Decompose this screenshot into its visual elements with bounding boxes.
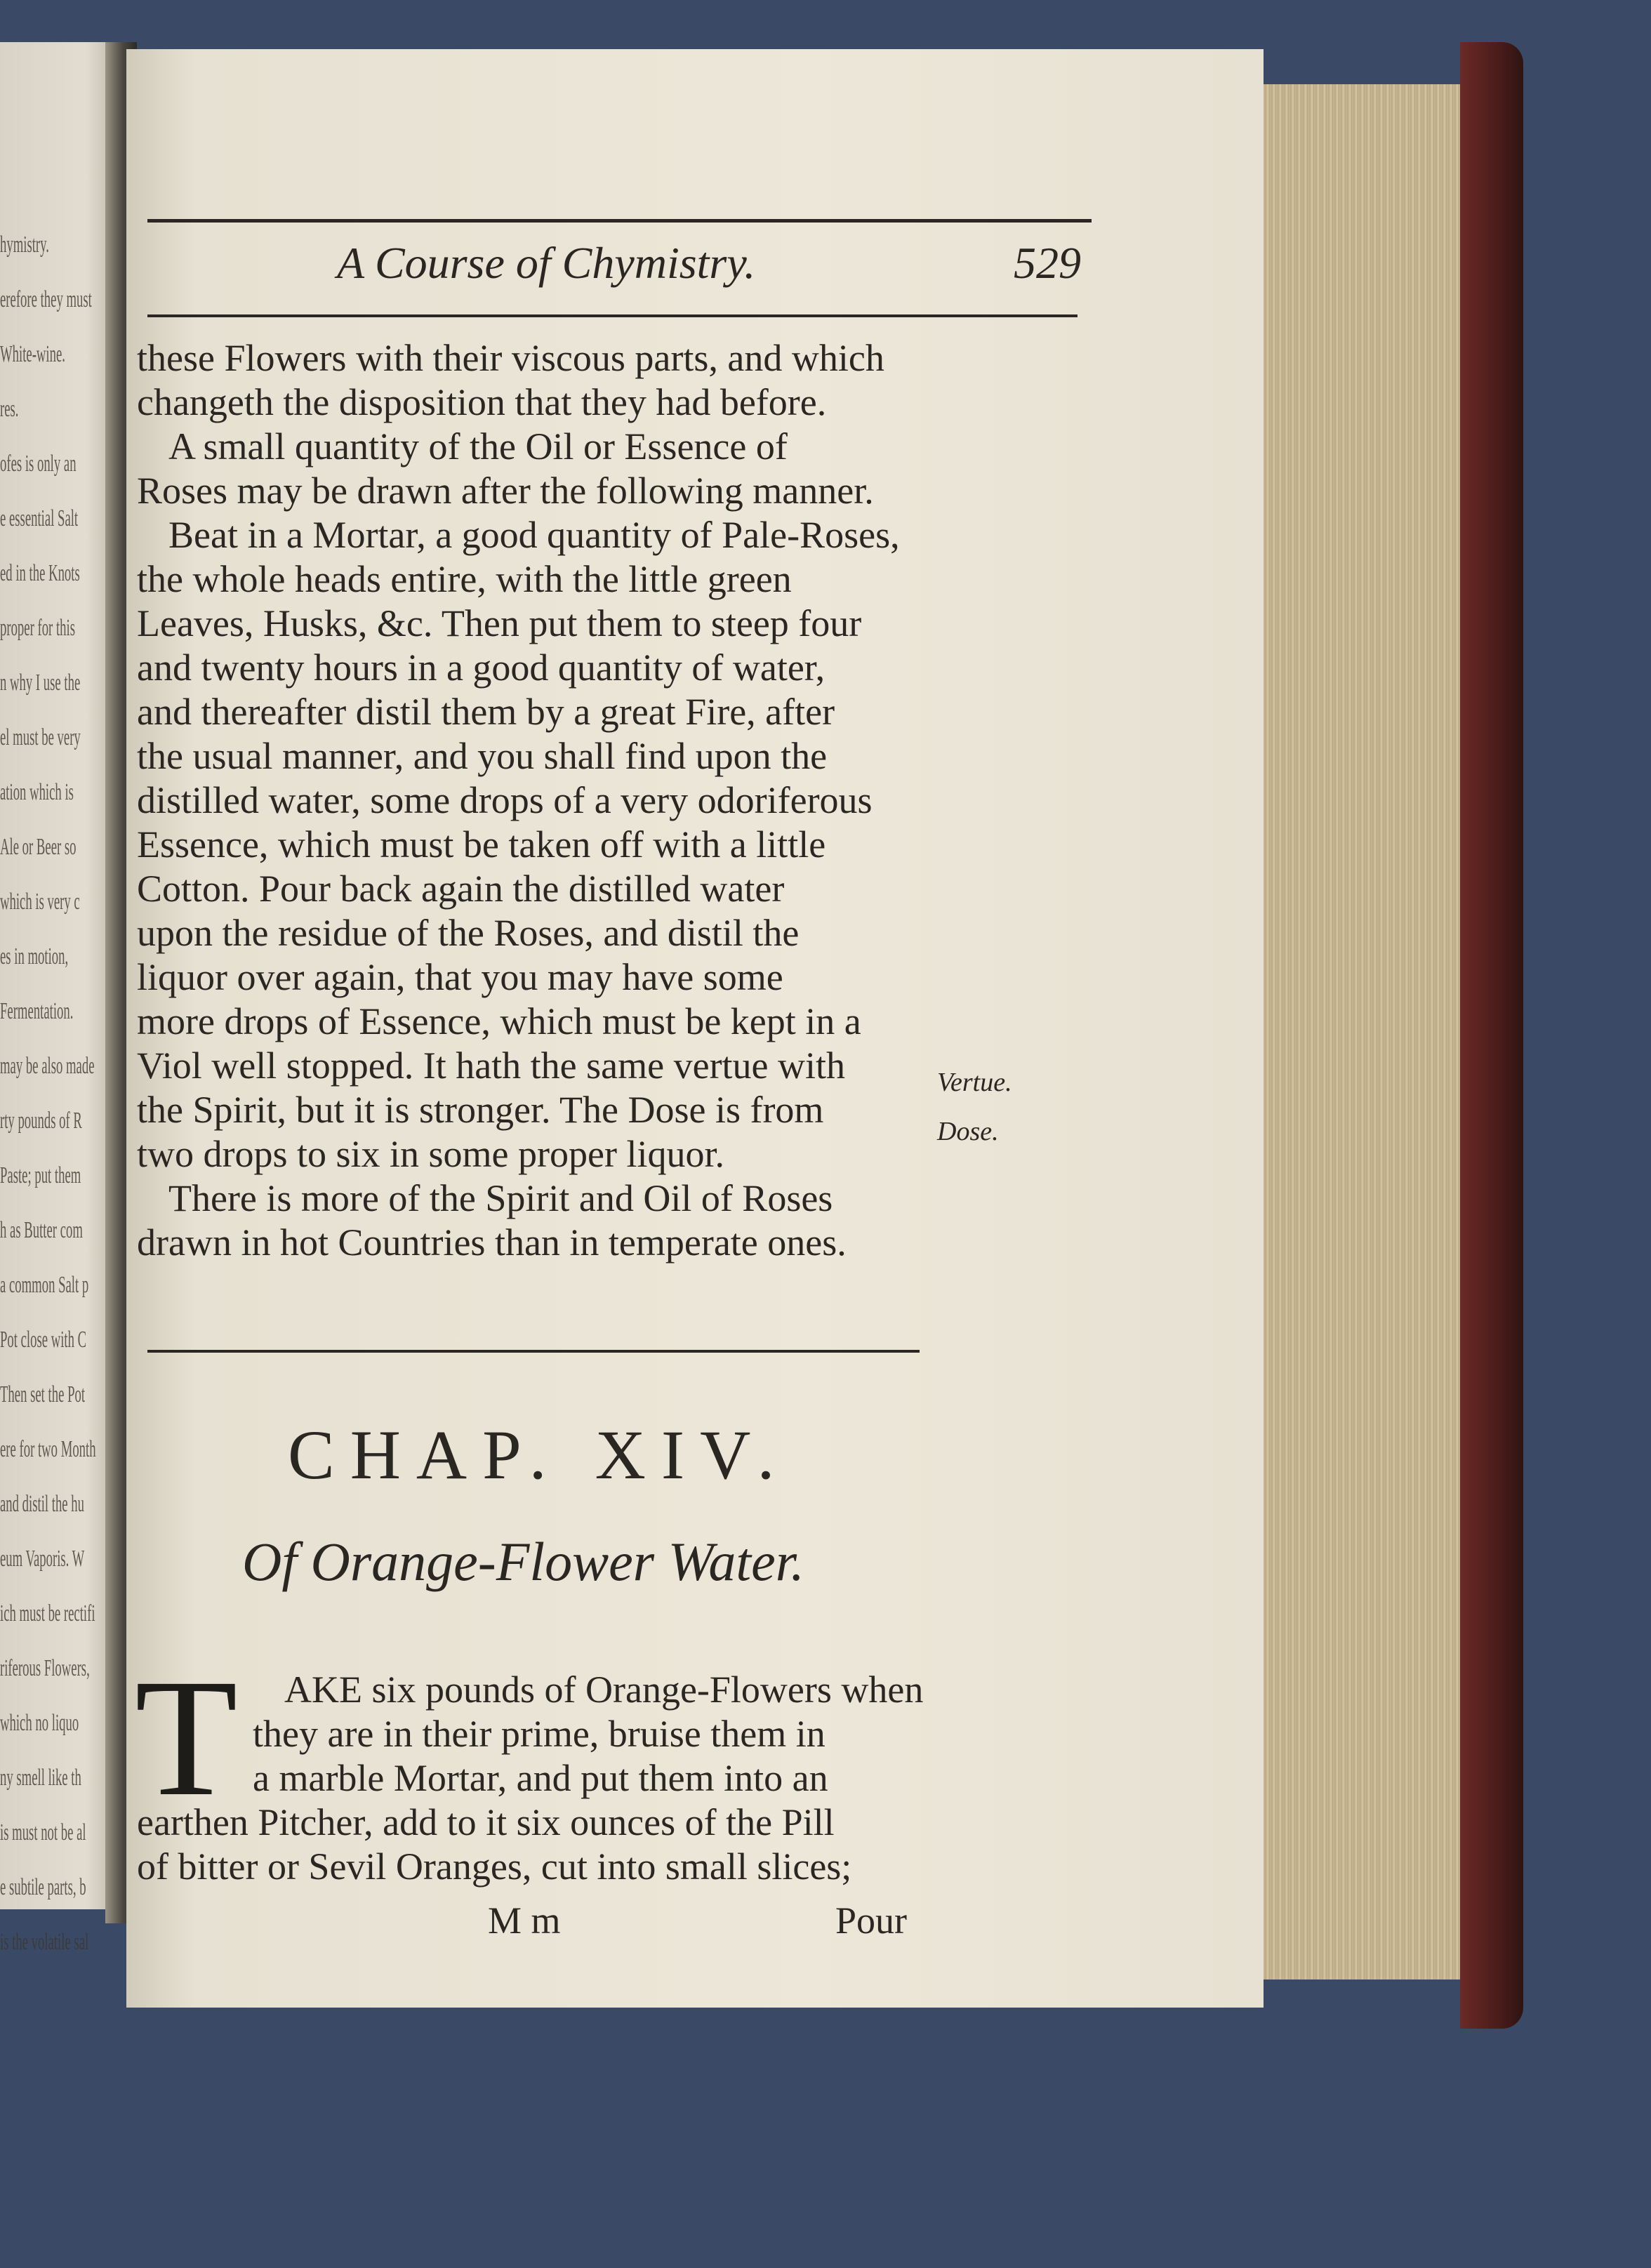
text-line: Viol well stopped. It hath the same vertue with bbox=[137, 1045, 846, 1087]
text-line: and thereafter distil them by a great Fire, after bbox=[137, 691, 835, 733]
left-page-fragment: n why I use the bbox=[0, 670, 81, 696]
chapter-rule bbox=[147, 1350, 920, 1353]
text-line: and twenty hours in a good quantity of water, bbox=[137, 646, 826, 689]
left-page-fragment: ere for two Month bbox=[0, 1436, 96, 1462]
page-number: 529 bbox=[1014, 238, 1081, 288]
text-line: Cotton. Pour back again the distilled water bbox=[137, 868, 785, 910]
left-page-text bbox=[0, 42, 123, 1955]
left-page-fragment: Fermentation. bbox=[0, 998, 74, 1024]
text-line: distilled water, some drops of a very odoriferous bbox=[137, 779, 873, 821]
left-page-fragment: ed in the Knots bbox=[0, 560, 80, 586]
text-line: two drops to six in some proper liquor. bbox=[137, 1133, 724, 1175]
left-page-fragment: h as Butter com bbox=[0, 1217, 83, 1243]
left-page-fragment: Paste; put them bbox=[0, 1162, 81, 1188]
left-page-fragment: ny smell like th bbox=[0, 1765, 81, 1791]
section-title: Of Orange-Flower Water. bbox=[242, 1531, 804, 1592]
margin-note-dose: Dose. bbox=[937, 1117, 999, 1146]
left-page-fragment: ofes is only an bbox=[0, 451, 77, 477]
text-line: drawn in hot Countries than in temperate ones. bbox=[137, 1221, 847, 1264]
drop-cap: T bbox=[135, 1644, 238, 1831]
left-page-fragment: el must be very bbox=[0, 724, 81, 750]
book-cover bbox=[1460, 42, 1523, 2029]
text-line: the Spirit, but it is stronger. The Dose is from bbox=[137, 1089, 824, 1131]
left-page bbox=[0, 42, 123, 1955]
text-line: Leaves, Husks, &c. Then put them to steep four bbox=[137, 602, 862, 644]
text-line: Beat in a Mortar, a good quantity of Pale-Roses, bbox=[168, 514, 900, 556]
text-line: A small quantity of the Oil or Essence of bbox=[168, 425, 788, 467]
text-line: the usual manner, and you shall find upon the bbox=[137, 735, 828, 777]
page-header bbox=[147, 237, 1081, 300]
left-page-fragment: is must not be al bbox=[0, 1819, 86, 1845]
left-page-fragment: ation which is bbox=[0, 779, 74, 805]
left-page-fragment: Ale or Beer so bbox=[0, 834, 77, 860]
text-line: these Flowers with their viscous parts, and which bbox=[137, 337, 884, 379]
header-rule bbox=[147, 314, 1078, 317]
left-page-fragment: is the volatile sal bbox=[0, 1929, 89, 1955]
text-line: AKE six pounds of Orange-Flowers when bbox=[284, 1669, 924, 1711]
text-line: There is more of the Spirit and Oil of Roses bbox=[168, 1177, 833, 1219]
text-line: changeth the disposition that they had before. bbox=[137, 381, 827, 423]
left-page-fragment: Then set the Pot bbox=[0, 1381, 86, 1407]
text-line: upon the residue of the Roses, and distil the bbox=[137, 912, 800, 954]
left-page-fragment: and distil the hu bbox=[0, 1491, 84, 1517]
text-line: earthen Pitcher, add to it six ounces of the Pill bbox=[137, 1801, 835, 1843]
left-page-fragment: res. bbox=[0, 396, 19, 422]
text-line: Roses may be drawn after the following manner. bbox=[137, 470, 874, 512]
left-page-fragment: proper for this bbox=[0, 615, 75, 641]
left-page-fragment: a common Salt p bbox=[0, 1272, 89, 1298]
left-page-fragment: ich must be rectifi bbox=[0, 1600, 95, 1626]
text-line: more drops of Essence, which must be kept in a bbox=[137, 1000, 861, 1042]
text-line: of bitter or Sevil Oranges, cut into small slices; bbox=[137, 1845, 852, 1888]
chapter-heading: CHAP. XIV. bbox=[288, 1416, 790, 1494]
left-page-fragment: e essential Salt bbox=[0, 505, 79, 531]
running-title: A Course of Chymistry. bbox=[337, 238, 756, 288]
left-page-fragment: erefore they must bbox=[0, 286, 92, 312]
text-line: the whole heads entire, with the little green bbox=[137, 558, 792, 600]
left-page-fragment: eum Vaporis. W bbox=[0, 1546, 85, 1572]
left-page-fragment: es in motion, bbox=[0, 943, 69, 969]
left-page-fragment: rty pounds of R bbox=[0, 1108, 82, 1134]
left-page-fragment: which no liquo bbox=[0, 1710, 79, 1736]
text-line: a marble Mortar, and put them into an bbox=[253, 1757, 828, 1799]
text-line: they are in their prime, bruise them in bbox=[253, 1713, 826, 1755]
left-page-fragment: may be also made bbox=[0, 1053, 95, 1079]
left-page-fragment: e subtile parts, b bbox=[0, 1874, 86, 1900]
left-page-fragment: Pot close with C bbox=[0, 1327, 87, 1353]
left-page-fragment: hymistry. bbox=[0, 232, 49, 258]
left-page-fragment: riferous Flowers, bbox=[0, 1655, 90, 1681]
top-rule bbox=[147, 219, 1092, 223]
text-line: liquor over again, that you may have some bbox=[137, 956, 783, 998]
catchword: Pour bbox=[835, 1899, 908, 1942]
margin-note-vertue: Vertue. bbox=[937, 1068, 1012, 1097]
left-page-fragment: which is very c bbox=[0, 889, 80, 915]
left-page-fragment: White-wine. bbox=[0, 341, 65, 367]
signature-mark: M m bbox=[488, 1899, 561, 1942]
text-line: Essence, which must be taken off with a little bbox=[137, 823, 826, 866]
